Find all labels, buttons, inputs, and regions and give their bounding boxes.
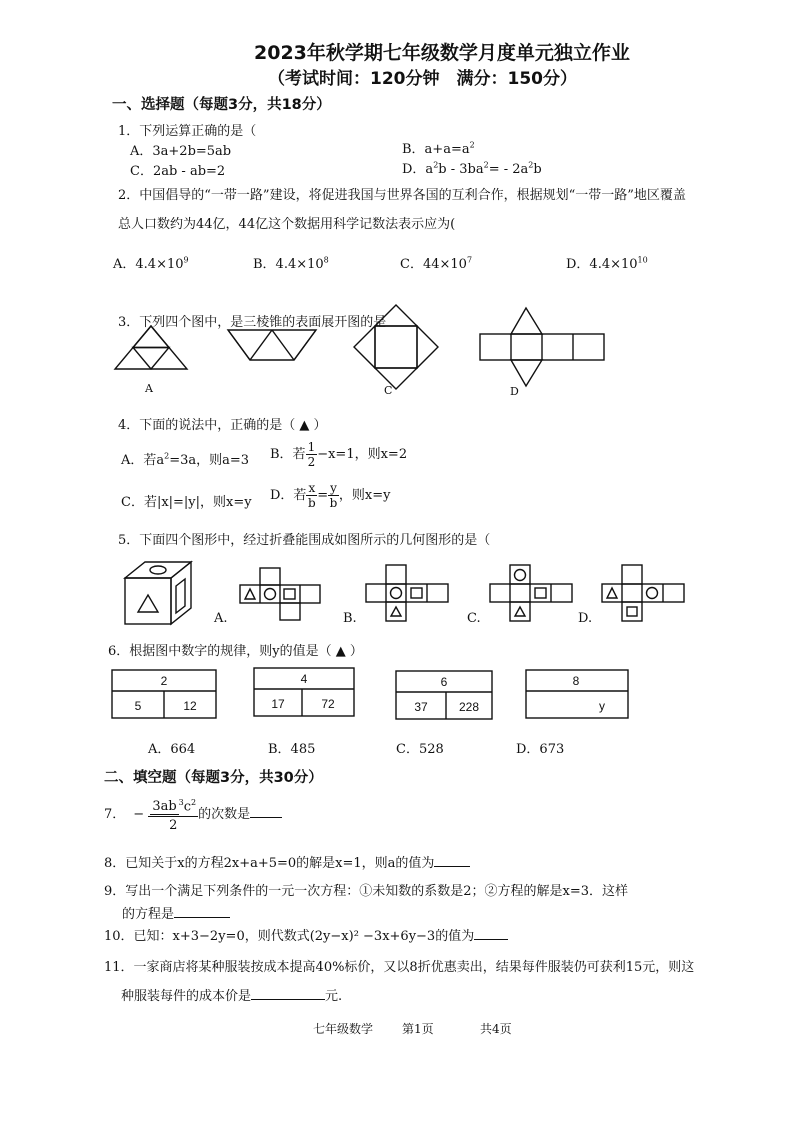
question-2-option-b: B．$4.4\times 10^8$	[253, 255, 329, 272]
question-4-option-d: D．若 $\frac{x}{b}$ = $\frac{y}{b}$ ，则x=y	[270, 481, 391, 510]
exam-info: （考试时间：120分钟 满分：150分）	[268, 69, 577, 89]
net-figure-c	[354, 305, 438, 389]
question-11-line-1: 11．一家商店将某种服装按成本提高40%标价，又以8折优惠卖出，结果每件服装仍可获利15元，则这	[104, 960, 695, 975]
net-option-a	[240, 568, 320, 620]
question-4-option-a: A．若$a^2=3a$，则a=3	[121, 451, 250, 468]
box-1-left: 5	[134, 699, 142, 713]
question-9-line-2: 的方程是	[122, 903, 230, 922]
box-2-top: 4	[300, 672, 308, 686]
section-choice-heading: 一、选择题（每题3分，共18分）	[112, 97, 331, 113]
net-a-label: A	[145, 382, 153, 395]
cube-option-a-label: A.	[214, 611, 228, 626]
question-6-option-a: A．664	[148, 742, 196, 757]
answer-blank-11[interactable]	[251, 999, 325, 1000]
answer-blank-8[interactable]	[434, 866, 470, 867]
question-6-option-b: B．485	[268, 742, 316, 757]
box-4-right: y	[599, 699, 605, 713]
question-1-option-a: A．3a+2b=5ab	[130, 144, 232, 159]
question-2-option-c: C．$44\times 10^7$	[400, 255, 473, 272]
footer-total-pages: 共4页	[480, 1022, 512, 1036]
cube-option-d-label: D.	[578, 611, 593, 626]
cube-figure	[125, 562, 193, 624]
question-4-option-b: B．若 $\frac{1}{2}$ −x=1，则x=2	[270, 440, 408, 469]
question-4-option-c: C．若|x|=|y|，则x=y	[121, 495, 252, 510]
cube-option-c-label: C.	[467, 611, 481, 626]
page-title: 2023年秋学期七年级数学月度单元独立作业	[254, 42, 630, 64]
net-d-label: D	[510, 385, 519, 398]
net-figure-d	[480, 308, 604, 386]
box-3-left: 37	[414, 700, 428, 714]
box-4-top: 8	[572, 674, 580, 688]
net-figure-b	[228, 330, 318, 362]
question-4-stem: 4．下面的说法中，正确的是（ ▲ ）	[118, 418, 327, 433]
answer-blank-9[interactable]	[174, 917, 230, 918]
question-9-line-1: 9．写出一个满足下列条件的一元一次方程：①未知数的系数是2；②方程的解是x=3．这样	[104, 884, 629, 899]
question-6-option-d: D．673	[516, 742, 565, 757]
answer-blank-10[interactable]	[474, 939, 508, 940]
box-2-right: 72	[321, 697, 335, 711]
box-2-left: 17	[271, 697, 285, 711]
section-fill-heading: 二、填空题（每题3分，共30分）	[104, 770, 323, 786]
box-1-right: 12	[183, 699, 197, 713]
question-1-stem: 1．下列运算正确的是（	[118, 124, 257, 139]
question-1-option-d: D．$a^2b - 3ba^2= - 2a^2b$	[402, 160, 542, 177]
question-6-option-c: C．528	[396, 742, 444, 757]
question-2-line-2: 总人口数约为44亿，44亿这个数据用科学记数法表示应为(	[118, 217, 456, 232]
net-figure-a	[115, 326, 187, 376]
net-c-label: C	[384, 384, 393, 397]
question-2-line-1: 2．中国倡导的“一带一路”建设，将促进我国与世界各国的互利合作，根据规划“一带一路”地区覆盖	[118, 188, 686, 203]
question-2-option-a: A．$4.4\times 10^9$	[113, 255, 189, 272]
net-option-d	[602, 565, 684, 621]
answer-blank-7[interactable]	[250, 817, 282, 818]
box-3-right: 228	[458, 700, 480, 714]
question-5-stem: 5．下面四个图形中，经过折叠能围成如图所示的几何图形的是（	[118, 533, 491, 548]
question-6-stem: 6．根据图中数字的规律，则y的值是（ ▲ ）	[108, 644, 363, 659]
question-11-line-2: 种服装每件的成本价是 元.	[121, 989, 343, 1004]
net-option-c	[490, 565, 572, 621]
question-1-option-b: B．$a+a=a^2$	[402, 140, 475, 157]
number-box-3	[396, 671, 492, 719]
footer-page-number: 第1页	[402, 1022, 434, 1036]
question-3-stem: 3．下列四个图中，是三棱锥的表面展开图的是	[118, 315, 387, 330]
question-8: 8．已知关于x的方程2x+a+5=0的解是x=1，则a的值为	[104, 852, 470, 871]
box-1-top: 2	[160, 674, 168, 688]
question-7: 7． − $\frac{3ab ^3c^2}{2}$ 的次数是	[104, 794, 282, 835]
number-box-1	[112, 670, 216, 718]
net-option-b	[366, 565, 448, 621]
cube-option-b-label: B.	[343, 611, 357, 626]
number-box-4	[526, 670, 628, 718]
box-3-top: 6	[440, 675, 448, 689]
question-2-option-d: D．$4.4\times 10^{10}$	[566, 255, 648, 272]
number-box-2	[254, 668, 354, 716]
question-1-option-c: C．2ab - ab=2	[130, 164, 226, 179]
footer-subject: 七年级数学	[313, 1022, 374, 1036]
question-10: 10．已知：x+3−2y=0，则代数式(2y−x)² −3x+6y−3的值为	[104, 925, 508, 944]
